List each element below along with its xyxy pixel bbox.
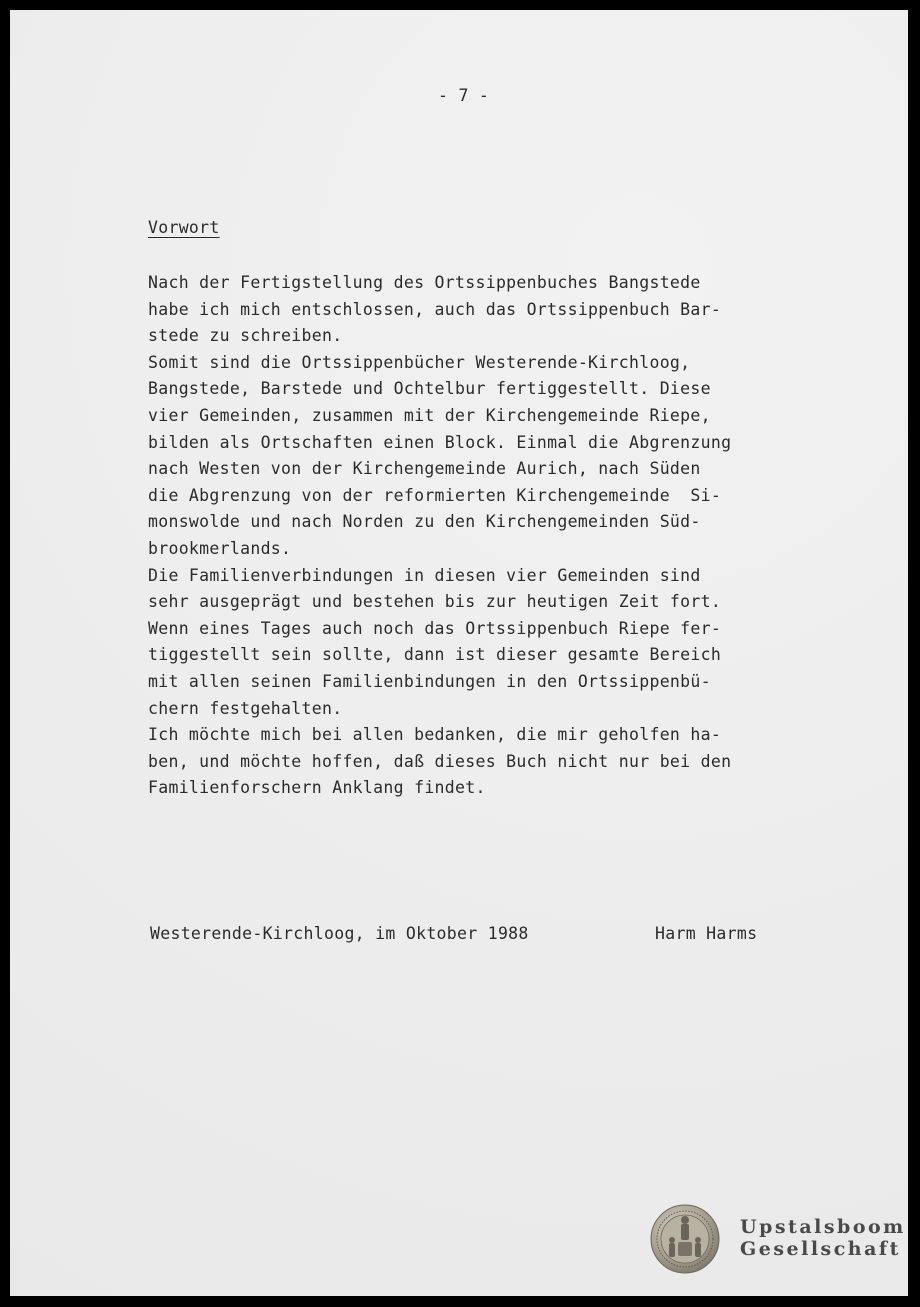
page-number: - 7 - (438, 86, 490, 105)
text-line: Die Familienverbindungen in diesen vier Gemeinden sind (148, 565, 701, 585)
section-heading: Vorwort (148, 218, 220, 237)
place-date: Westerende-Kirchloog, im Oktober 1988 (150, 924, 529, 943)
text-line: bilden als Ortschaften einen Block. Einmal die Abgrenzung (148, 432, 732, 452)
text-line: Bangstede, Barstede und Ochtelbur fertiggestellt. Diese (148, 379, 711, 399)
text-line: brookmerlands. (148, 538, 292, 558)
text-line: sehr ausgeprägt und bestehen bis zur heutigen Zeit fort. (148, 592, 722, 612)
body-text (148, 270, 731, 802)
text-line: Ich möchte mich bei allen bedanken, die mir geholfen ha- (148, 725, 722, 745)
text-line: tiggestellt sein sollte, dann ist dieser gesamte Bereich (148, 645, 722, 665)
text-line: chern festgehalten. (148, 698, 343, 718)
text-line: monswolde und nach Norden zu den Kirchengemeinden Süd- (148, 512, 701, 532)
text-line: vier Gemeinden, zusammen mit der Kirchengemeinde Riepe, (148, 405, 711, 425)
logo-line: Gesellschaft (740, 1238, 901, 1260)
text-line: Familienforschern Anklang findet. (148, 778, 486, 798)
logo-line: Upstalsboom (740, 1216, 906, 1238)
logo-text (740, 1216, 906, 1260)
text-line: nach Westen von der Kirchengemeinde Aurich, nach Süden (148, 459, 701, 479)
text-line: mit allen seinen Familienbindungen in den Ortssippenbü- (148, 671, 711, 691)
author-signature: Harm Harms (655, 924, 758, 943)
text-line: ben, und möchte hoffen, daß dieses Buch nicht nur bei den (148, 751, 732, 771)
text-line: Somit sind die Ortssippenbücher Westerende-Kirchloog, (148, 352, 691, 372)
text-line: stede zu schreiben. (148, 326, 343, 346)
text-line: habe ich mich entschlossen, auch das Ortssippenbuch Bar- (148, 299, 722, 319)
seal-icon (650, 1204, 720, 1274)
text-line: Nach der Fertigstellung des Ortssippenbuches Bangstede (148, 273, 701, 292)
text-line: die Abgrenzung von der reformierten Kirchengemeinde Si- (148, 485, 722, 505)
text-line: Wenn eines Tages auch noch das Ortssippenbuch Riepe fer- (148, 618, 722, 638)
publisher-logo (648, 1202, 906, 1286)
document-page (10, 10, 908, 1296)
